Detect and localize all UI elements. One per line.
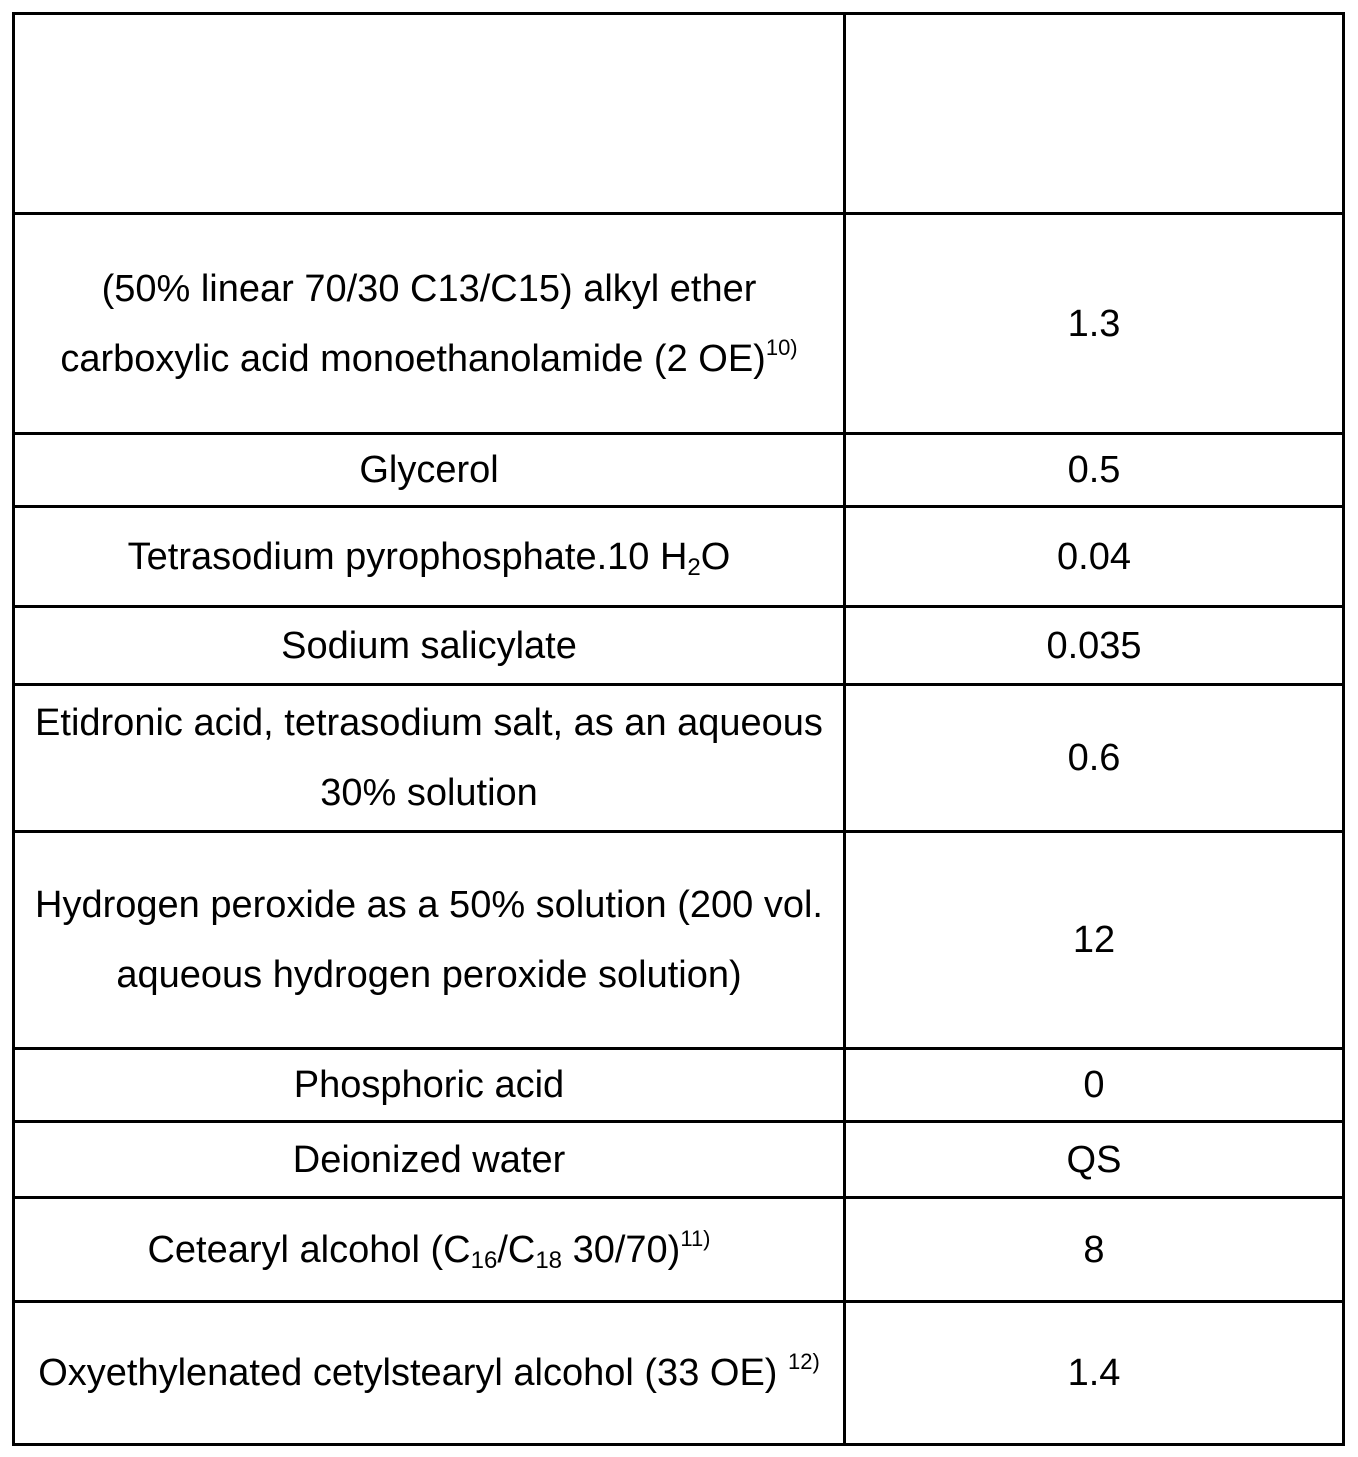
- ingredient-name: Deionized water: [14, 1122, 845, 1198]
- name-text: O: [701, 536, 731, 578]
- ingredient-name: [14, 1302, 845, 1445]
- header-ingredient-cell: [14, 14, 845, 214]
- ingredient-value: QS: [845, 1122, 1344, 1198]
- table-header-row: [14, 14, 1344, 214]
- ingredient-value: 0: [845, 1049, 1344, 1122]
- subscript: 18: [535, 1247, 562, 1274]
- subscript: 16: [471, 1247, 498, 1274]
- ingredient-name: Phosphoric acid: [14, 1049, 845, 1122]
- name-text: 30/70): [562, 1229, 680, 1271]
- name-text: Oxyethylenated cetylstearyl alcohol (33 OE): [38, 1352, 788, 1394]
- name-text: Cetearyl alcohol (C: [147, 1229, 470, 1271]
- table-row: [14, 1302, 1344, 1445]
- table-row: [14, 832, 1344, 1049]
- ingredient-value: 1.3: [845, 214, 1344, 434]
- ingredient-value: 0.035: [845, 607, 1344, 685]
- footnote-ref: 11): [680, 1226, 710, 1251]
- table-row: [14, 507, 1344, 607]
- ingredient-value: 0.5: [845, 434, 1344, 507]
- table-row: [14, 685, 1344, 832]
- ingredient-name: Hydrogen peroxide as a 50% solution (200 vol. aqueous hydrogen peroxide solution): [14, 832, 845, 1049]
- ingredient-value: 12: [845, 832, 1344, 1049]
- ingredient-value: 0.6: [845, 685, 1344, 832]
- ingredients-table: [12, 12, 1345, 1446]
- ingredient-name: Glycerol: [14, 434, 845, 507]
- name-text: Tetrasodium pyrophosphate.10 H: [128, 536, 688, 578]
- subscript: 2: [687, 554, 700, 581]
- ingredient-name: Sodium salicylate: [14, 607, 845, 685]
- table-row: [14, 1198, 1344, 1302]
- name-text: (50% linear 70/30 C13/C15) alkyl ether carboxylic acid monoethanolamide (2 OE): [60, 268, 765, 380]
- table-row: [14, 214, 1344, 434]
- ingredient-value: 8: [845, 1198, 1344, 1302]
- header-value-cell: [845, 14, 1344, 214]
- ingredient-name: [14, 1198, 845, 1302]
- ingredient-name: [14, 507, 845, 607]
- table-row: [14, 607, 1344, 685]
- footnote-ref: 12): [788, 1349, 820, 1374]
- table-row: [14, 434, 1344, 507]
- ingredient-value: 0.04: [845, 507, 1344, 607]
- ingredient-name: [14, 214, 845, 434]
- ingredient-value: 1.4: [845, 1302, 1344, 1445]
- table-row: [14, 1122, 1344, 1198]
- table-row: [14, 1049, 1344, 1122]
- name-text: /C: [497, 1229, 535, 1271]
- ingredient-name: Etidronic acid, tetrasodium salt, as an aqueous 30% solution: [14, 685, 845, 832]
- footnote-ref: 10): [766, 335, 798, 360]
